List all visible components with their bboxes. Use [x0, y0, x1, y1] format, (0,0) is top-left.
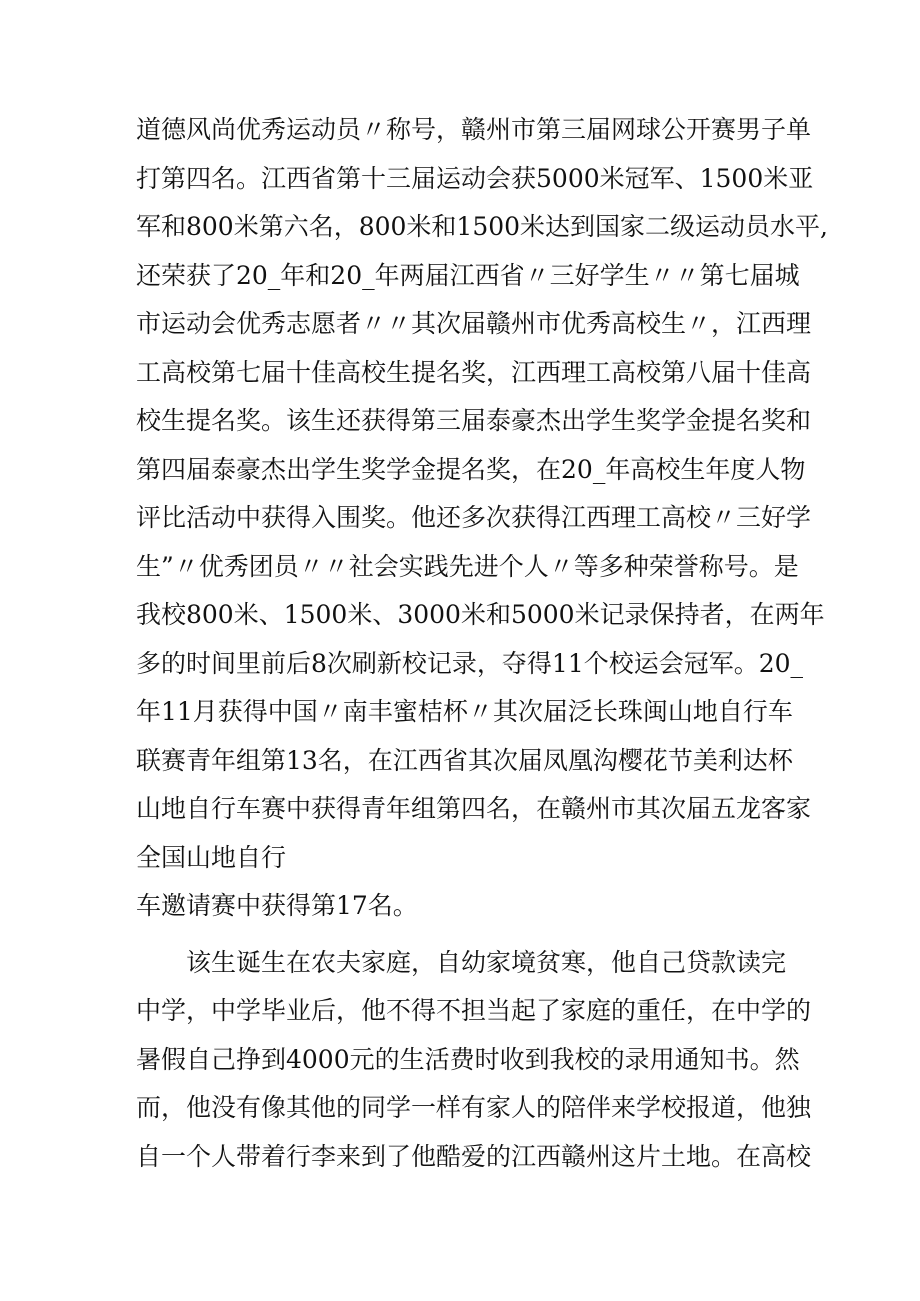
text-line: 工高校第七届十佳高校生提名奖，江西理工高校第八届十佳高 [136, 357, 812, 387]
text-line: 全国山地自行 [136, 842, 287, 872]
text-line: 暑假自己挣到4000元的生活费时收到我校的录用通知书。然 [136, 1044, 800, 1074]
text-line: 年11月获得中国〃南丰蜜桔杯〃其次届泛长珠闽山地自行车 [136, 697, 793, 726]
text-line: 自一个人带着行李来到了他酷爱的江西赣州这片土地。在高校 [136, 1141, 812, 1171]
text-line: 第四届泰豪杰出学生奖学金提名奖，在20_年高校生年度人物 [136, 454, 806, 484]
body-text [136, 106, 829, 1181]
paragraph-gap [136, 931, 796, 939]
text-line: 道德风尚优秀运动员〃称号，赣州市第三届网球公开赛男子单 [136, 115, 812, 144]
paragraph-first-line: 该生诞生在农夫家庭，自幼家境贫寒，他自己贷款读完 [186, 947, 787, 977]
text-line: 我校800米、1500米、3000米和5000米记录保持者，在两年 [136, 600, 825, 629]
text-line: 校生提名奖。该生还获得第三届泰豪杰出学生奖学金提名奖和 [136, 406, 812, 435]
text-line: 联赛青年组第13名，在江西省其次届凤凰沟樱花节美利达杯 [136, 745, 793, 775]
text-line: 中学，中学毕业后，他不得不担当起了家庭的重任，在中学的 [136, 996, 812, 1025]
text-line: 山地自行车赛中获得青年组第四名，在赣州市其次届五龙客家 [136, 794, 812, 823]
text-line: 打第四名。江西省第十三届运动会获5000米冠军、1500米亚 [136, 163, 814, 193]
text-line: 军和800米第六名，800米和1500米达到国家二级运动员水平, [136, 212, 829, 241]
text-line: 多的时间里前后8次刷新校记录，夺得11个校运会冠军。20_ [136, 648, 804, 678]
text-line: 车邀请赛中获得第17名。 [136, 891, 418, 920]
text-line: 评比活动中获得入围奖。他还多次获得江西理工高校〃三好学 [136, 503, 812, 532]
text-line: 还荣获了20_年和20_年两届江西省〃三好学生〃〃第七届城 [136, 260, 800, 290]
text-line: 生”〃优秀团员〃〃社会实践先进个人〃等多种荣誉称号。是 [136, 551, 799, 581]
text-line: 而，他没有像其他的同学一样有家人的陪伴来学校报道，他独 [136, 1093, 812, 1122]
text-line: 市运动会优秀志愿者〃〃其次届赣州市优秀高校生〃，江西理 [136, 309, 812, 338]
